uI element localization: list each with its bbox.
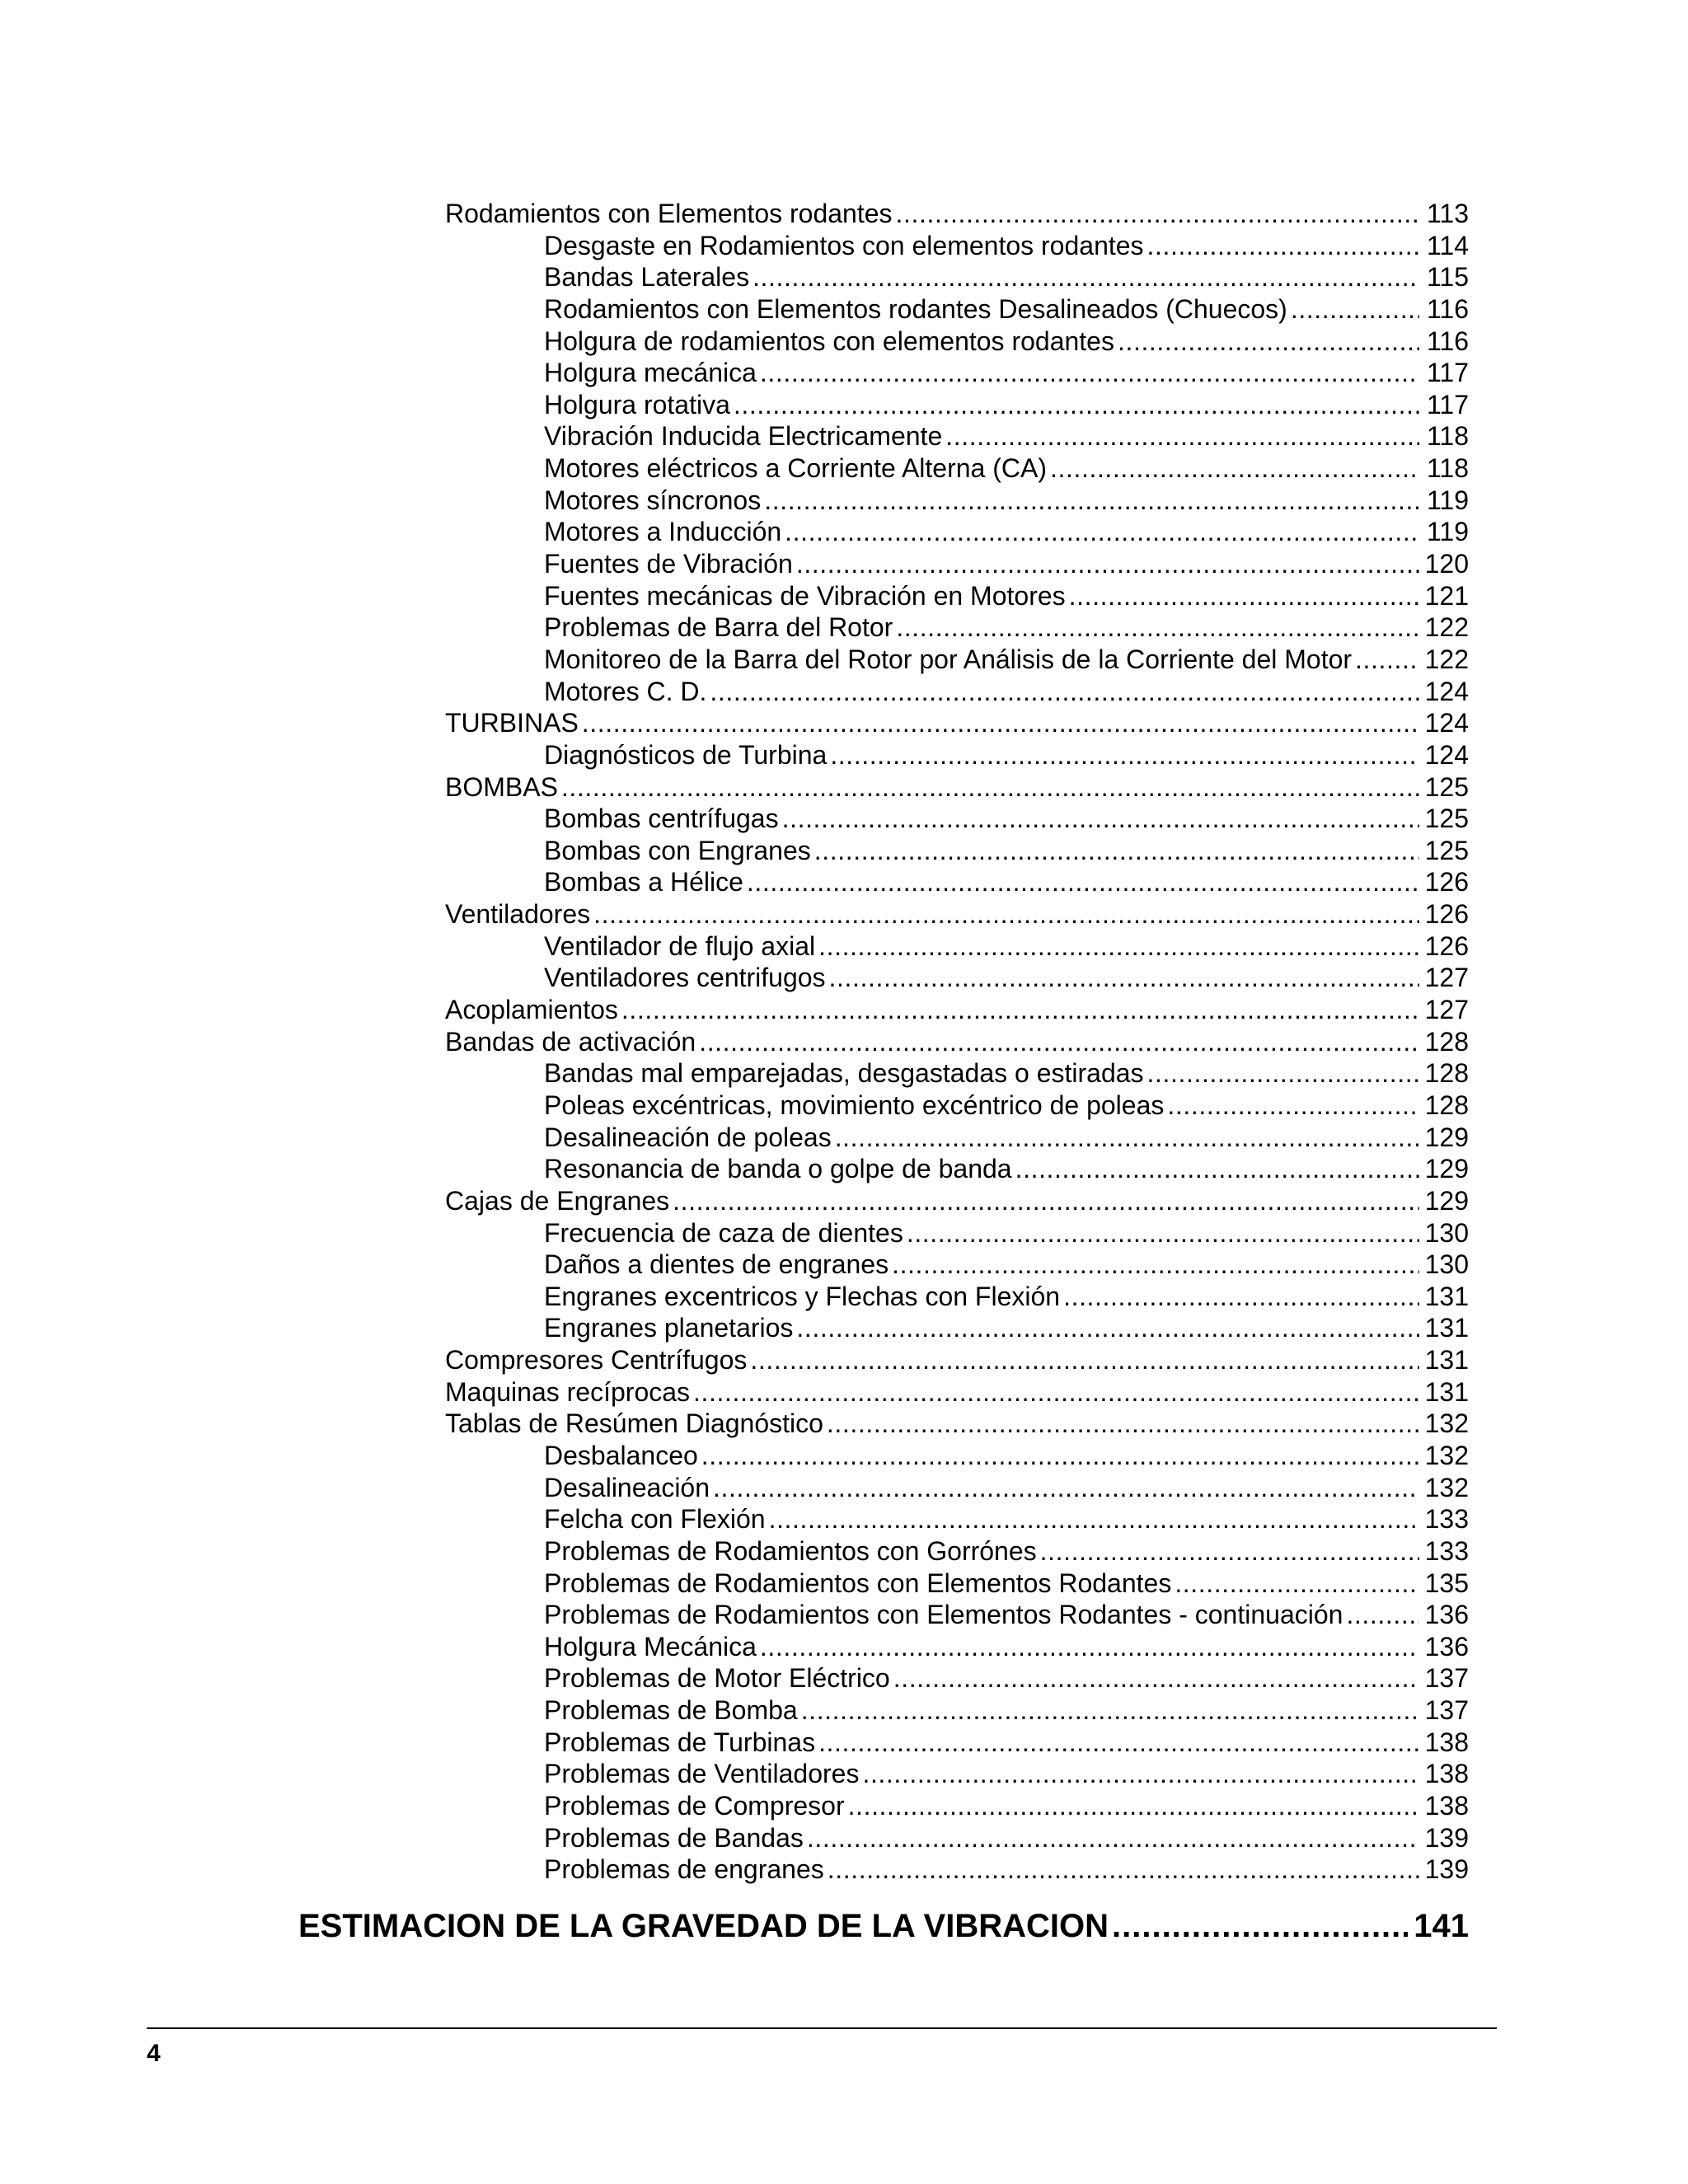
- toc-dot-leader: [1291, 293, 1419, 326]
- toc-entry-title: Motores eléctricos a Corriente Alterna (CA): [544, 453, 1047, 484]
- toc-dot-leader: [807, 1822, 1419, 1854]
- toc-entry-title: Diagnósticos de Turbina: [544, 739, 828, 770]
- toc-dot-leader: [896, 612, 1419, 644]
- toc-entry-subsection[interactable]: [445, 930, 1469, 963]
- toc-dot-leader: [699, 1026, 1419, 1058]
- toc-entry-page-number: 133: [1424, 1535, 1469, 1566]
- toc-entry-subsection[interactable]: [445, 1662, 1469, 1694]
- toc-entry-page-number: 130: [1424, 1249, 1469, 1280]
- toc-entry-title: Bandas mal emparejadas, desgastadas o estiradas: [544, 1058, 1144, 1089]
- toc-entry-title: Motores síncronos: [544, 485, 762, 515]
- toc-entry-title: Rodamientos con Elementos rodantes: [445, 199, 893, 228]
- toc-dot-leader: [1050, 452, 1419, 485]
- toc-entry-title: Problemas de Bandas: [544, 1822, 804, 1853]
- toc-entry-page-number: 121: [1424, 580, 1469, 611]
- toc-entry-section[interactable]: [445, 198, 1469, 230]
- toc-dot-leader: [907, 1217, 1419, 1249]
- toc-entry-page-number: 118: [1426, 453, 1469, 484]
- toc-entry-page-number: 130: [1424, 1217, 1469, 1248]
- toc-entry-page-number: 118: [1426, 421, 1469, 452]
- toc-entry-subsection[interactable]: [445, 1281, 1469, 1313]
- toc-entry-subsection[interactable]: [445, 1599, 1469, 1631]
- toc-dot-leader: [1167, 1090, 1419, 1122]
- toc-entry-page-number: 138: [1424, 1759, 1469, 1789]
- toc-dot-leader: [1175, 1568, 1419, 1600]
- toc-entry-page-number: 124: [1424, 676, 1469, 706]
- toc-entry-subsection[interactable]: [445, 1854, 1469, 1886]
- toc-entry-title: Motores C. D.: [544, 676, 707, 706]
- toc-entry-title: Bombas a Hélice: [544, 867, 743, 898]
- toc-chapter-title: ESTIMACION DE LA GRAVEDAD DE LA VIBRACION: [298, 1908, 1109, 1944]
- toc-entry-page-number: 137: [1424, 1663, 1469, 1694]
- toc-entry-title: Ventiladores centrifugos: [544, 963, 826, 993]
- toc-entry-subsection[interactable]: [445, 1568, 1469, 1600]
- toc-entry-title: Problemas de Rodamientos con Gorrónes: [544, 1535, 1037, 1566]
- toc-dot-leader: [753, 261, 1419, 293]
- toc-entry-title: Problemas de Bomba: [544, 1695, 798, 1726]
- toc-entry-subsection[interactable]: [445, 612, 1469, 644]
- toc-entry-section[interactable]: [445, 1185, 1469, 1217]
- toc-entry-subsection[interactable]: [445, 230, 1469, 262]
- toc-dot-leader: [1118, 326, 1419, 358]
- toc-entry-page-number: 122: [1424, 612, 1469, 643]
- toc-entry-page-number: 120: [1424, 549, 1469, 579]
- toc-entry-subsection[interactable]: [445, 1727, 1469, 1759]
- toc-dot-leader: [893, 1662, 1419, 1694]
- toc-entry-page-number: 139: [1424, 1854, 1469, 1885]
- toc-entry-section[interactable]: [445, 898, 1469, 930]
- toc-entry-section[interactable]: [445, 707, 1469, 739]
- toc-entry-subsection[interactable]: [445, 866, 1469, 898]
- toc-entry-page-number: 126: [1424, 930, 1469, 961]
- toc-entry-subsection[interactable]: [445, 1503, 1469, 1535]
- toc-entry-page-number: 117: [1426, 358, 1469, 388]
- toc-dot-leader: [1112, 1905, 1408, 1947]
- toc-entry-title: Ventiladores: [445, 899, 591, 930]
- toc-entry-subsection[interactable]: [445, 1694, 1469, 1727]
- toc-entry-subsection[interactable]: [445, 803, 1469, 835]
- toc-dot-leader: [561, 771, 1419, 804]
- toc-entry-page-number: 136: [1424, 1631, 1469, 1661]
- toc-entry-title: Holgura rotativa: [544, 389, 730, 419]
- toc-entry-page-number: 125: [1424, 804, 1469, 834]
- toc-entry-subsection[interactable]: [445, 1090, 1469, 1122]
- toc-entry-subsection[interactable]: [445, 580, 1469, 612]
- toc-entry-page-number: 127: [1424, 963, 1469, 993]
- toc-entry-title: Problemas de Motor Eléctrico: [544, 1663, 890, 1694]
- toc-dot-leader: [1040, 1535, 1419, 1568]
- toc-dot-leader: [747, 866, 1419, 898]
- toc-entry-page-number: 113: [1426, 199, 1469, 228]
- toc-entry-title: TURBINAS: [445, 708, 579, 738]
- toc-entry-subsection[interactable]: [445, 516, 1469, 548]
- toc-entry-page-number: 128: [1424, 1026, 1469, 1057]
- toc-entry-title: BOMBAS: [445, 771, 558, 802]
- toc-entry-section[interactable]: [445, 1344, 1469, 1376]
- toc-dot-leader: [1346, 1599, 1419, 1631]
- toc-dot-leader: [760, 357, 1419, 389]
- toc-dot-leader: [1147, 230, 1419, 262]
- toc-entry-subsection[interactable]: [445, 1122, 1469, 1154]
- toc-entry-title: Frecuencia de caza de dientes: [544, 1217, 903, 1248]
- toc-dot-leader: [713, 1472, 1419, 1504]
- toc-entry-page-number: 119: [1426, 517, 1469, 547]
- toc-dot-leader: [1147, 1057, 1419, 1090]
- toc-dot-leader: [818, 930, 1419, 963]
- toc-entry-section[interactable]: [445, 771, 1469, 804]
- toc-entry-title: Ventilador de flujo axial: [544, 930, 816, 961]
- toc-entry-page-number: 127: [1424, 995, 1469, 1025]
- toc-entry-page-number: 128: [1424, 1058, 1469, 1089]
- toc-entry-title: Fuentes de Vibración: [544, 549, 793, 579]
- toc-entry-page-number: 132: [1424, 1472, 1469, 1502]
- toc-entry-title: Tablas de Resúmen Diagnóstico: [445, 1408, 823, 1439]
- toc-entry-subsection[interactable]: [445, 739, 1469, 771]
- toc-entry-page-number: 116: [1426, 326, 1469, 356]
- toc-entry-page-number: 131: [1424, 1281, 1469, 1311]
- toc-entry-title: Compresores Centrífugos: [445, 1345, 748, 1376]
- toc-entry-page-number: 116: [1426, 293, 1469, 324]
- toc-entry-title: Problemas de Barra del Rotor: [544, 612, 893, 643]
- toc-entry-title: Bandas de activación: [445, 1026, 696, 1057]
- toc-entry-title: Acoplamientos: [445, 995, 618, 1025]
- toc-dot-leader: [896, 198, 1419, 230]
- toc-dot-leader: [835, 1122, 1419, 1154]
- toc-entry-title: Problemas de Ventiladores: [544, 1759, 860, 1789]
- toc-entry-title: Desalineación: [544, 1472, 710, 1502]
- toc-dot-leader: [673, 1185, 1419, 1217]
- toc-entry-section[interactable]: [445, 1026, 1469, 1058]
- table-of-contents: [445, 198, 1469, 1886]
- toc-entry-page-number: 125: [1424, 771, 1469, 802]
- toc-entry-title: Fuentes mecánicas de Vibración en Motores: [544, 580, 1066, 611]
- toc-entry-subsection[interactable]: [445, 452, 1469, 485]
- toc-dot-leader: [621, 994, 1419, 1026]
- toc-entry-subsection[interactable]: [445, 1153, 1469, 1185]
- toc-entry-title: Bombas con Engranes: [544, 835, 811, 865]
- toc-entry-subsection[interactable]: [445, 644, 1469, 676]
- toc-dot-leader: [582, 707, 1419, 739]
- toc-dot-leader: [1063, 1281, 1419, 1313]
- toc-dot-leader: [693, 1376, 1419, 1408]
- toc-entry-page-number: 129: [1424, 1122, 1469, 1152]
- toc-dot-leader: [760, 1631, 1419, 1663]
- toc-dot-leader: [1015, 1153, 1419, 1185]
- toc-entry-subsection[interactable]: [445, 1472, 1469, 1504]
- toc-chapter-entry[interactable]: [298, 1905, 1469, 1947]
- toc-entry-subsection[interactable]: [445, 485, 1469, 517]
- toc-dot-leader: [710, 676, 1419, 708]
- toc-entry-page-number: 138: [1424, 1791, 1469, 1821]
- toc-chapter-page-number: 141: [1414, 1908, 1469, 1944]
- toc-entry-page-number: 119: [1426, 485, 1469, 515]
- toc-entry-page-number: 136: [1424, 1600, 1469, 1630]
- toc-entry-page-number: 124: [1424, 739, 1469, 770]
- toc-dot-leader: [801, 1694, 1419, 1727]
- toc-dot-leader: [769, 1503, 1419, 1535]
- toc-entry-title: Problemas de Rodamientos con Elementos Rodantes: [544, 1568, 1172, 1598]
- toc-dot-leader: [945, 420, 1419, 452]
- toc-entry-title: Problemas de Compresor: [544, 1791, 845, 1821]
- toc-dot-leader: [1069, 580, 1419, 612]
- toc-dot-leader: [701, 1440, 1419, 1472]
- toc-entry-title: Poleas excéntricas, movimiento excéntrico de poleas: [544, 1090, 1165, 1120]
- toc-entry-title: Engranes planetarios: [544, 1313, 794, 1343]
- toc-entry-page-number: 122: [1424, 644, 1469, 674]
- toc-entry-page-number: 137: [1424, 1695, 1469, 1726]
- toc-dot-leader: [848, 1790, 1419, 1822]
- toc-dot-leader: [796, 548, 1419, 580]
- toc-entry-page-number: 131: [1424, 1345, 1469, 1376]
- toc-entry-title: Bombas centrífugas: [544, 804, 779, 834]
- toc-entry-page-number: 131: [1424, 1376, 1469, 1407]
- toc-entry-title: Daños a dientes de engranes: [544, 1249, 889, 1280]
- toc-dot-leader: [862, 1758, 1419, 1790]
- toc-entry-title: Desbalanceo: [544, 1440, 698, 1470]
- toc-entry-subsection[interactable]: [445, 1822, 1469, 1854]
- toc-entry-title: Problemas de engranes: [544, 1854, 824, 1885]
- toc-entry-subsection[interactable]: [445, 261, 1469, 293]
- toc-entry-page-number: 124: [1424, 708, 1469, 738]
- toc-entry-page-number: 132: [1424, 1440, 1469, 1470]
- toc-entry-subsection[interactable]: [445, 389, 1469, 421]
- footer-divider: [147, 2027, 1497, 2029]
- toc-entry-page-number: 132: [1424, 1408, 1469, 1439]
- toc-dot-leader: [818, 1727, 1419, 1759]
- toc-entry-subsection[interactable]: [445, 293, 1469, 326]
- toc-entry-subsection[interactable]: [445, 357, 1469, 389]
- toc-dot-leader: [764, 485, 1419, 517]
- toc-entry-page-number: 129: [1424, 1154, 1469, 1184]
- toc-entry-subsection[interactable]: [445, 962, 1469, 994]
- toc-dot-leader: [785, 516, 1419, 548]
- toc-entry-subsection[interactable]: [445, 1631, 1469, 1663]
- page-number: 4: [147, 2040, 161, 2067]
- toc-entry-title: Maquinas recíprocas: [445, 1376, 691, 1407]
- toc-entry-subsection[interactable]: [445, 1790, 1469, 1822]
- toc-dot-leader: [593, 898, 1419, 930]
- toc-entry-subsection[interactable]: [445, 1758, 1469, 1790]
- toc-entry-title: Problemas de Rodamientos con Elementos Rodantes - continuación: [544, 1600, 1343, 1630]
- toc-entry-title: Problemas de Turbinas: [544, 1727, 816, 1757]
- toc-entry-title: Monitoreo de la Barra del Rotor por Análisis de la Corriente del Motor: [544, 644, 1353, 674]
- toc-entry-title: Desalineación de poleas: [544, 1122, 832, 1152]
- toc-entry-page-number: 131: [1424, 1313, 1469, 1343]
- toc-entry-subsection[interactable]: [445, 1312, 1469, 1344]
- toc-entry-subsection[interactable]: [445, 1535, 1469, 1568]
- toc-entry-title: Vibración Inducida Electricamente: [544, 421, 943, 452]
- toc-dot-leader: [796, 1312, 1419, 1344]
- toc-entry-title: Holgura de rodamientos con elementos rodantes: [544, 326, 1114, 356]
- toc-entry-subsection[interactable]: [445, 548, 1469, 580]
- toc-entry-title: Resonancia de banda o golpe de banda: [544, 1154, 1012, 1184]
- toc-entry-subsection[interactable]: [445, 326, 1469, 358]
- toc-dot-leader: [830, 739, 1419, 771]
- toc-entry-page-number: 126: [1424, 867, 1469, 898]
- toc-dot-leader: [782, 803, 1419, 835]
- toc-entry-title: Holgura mecánica: [544, 358, 757, 388]
- toc-entry-subsection[interactable]: [445, 1440, 1469, 1472]
- toc-entry-page-number: 125: [1424, 835, 1469, 865]
- toc-entry-subsection[interactable]: [445, 1217, 1469, 1249]
- toc-entry-page-number: 117: [1426, 389, 1469, 419]
- toc-entry-page-number: 139: [1424, 1822, 1469, 1853]
- toc-dot-leader: [829, 962, 1419, 994]
- toc-dot-leader: [827, 1408, 1419, 1440]
- toc-dot-leader: [892, 1249, 1419, 1281]
- toc-entry-title: Bandas Laterales: [544, 262, 750, 293]
- toc-dot-leader: [828, 1854, 1419, 1886]
- toc-entry-title: Engranes excentricos y Flechas con Flexión: [544, 1281, 1061, 1311]
- toc-entry-page-number: 128: [1424, 1090, 1469, 1120]
- toc-entry-subsection[interactable]: [445, 835, 1469, 867]
- toc-dot-leader: [814, 835, 1419, 867]
- toc-entry-title: Holgura Mecánica: [544, 1631, 757, 1661]
- toc-dot-leader: [750, 1344, 1419, 1376]
- toc-entry-title: Felcha con Flexión: [544, 1504, 766, 1535]
- toc-entry-page-number: 133: [1424, 1504, 1469, 1535]
- toc-entry-subsection[interactable]: [445, 420, 1469, 452]
- toc-entry-subsection[interactable]: [445, 1057, 1469, 1090]
- toc-entry-section[interactable]: [445, 1408, 1469, 1440]
- toc-entry-title: Cajas de Engranes: [445, 1185, 670, 1216]
- toc-entry-subsection[interactable]: [445, 676, 1469, 708]
- toc-entry-section[interactable]: [445, 1376, 1469, 1408]
- toc-entry-page-number: 114: [1426, 230, 1469, 260]
- toc-entry-page-number: 126: [1424, 899, 1469, 930]
- toc-entry-page-number: 129: [1424, 1185, 1469, 1216]
- toc-entry-section[interactable]: [445, 994, 1469, 1026]
- toc-entry-title: Rodamientos con Elementos rodantes Desalineados (Chuecos): [544, 293, 1287, 324]
- toc-entry-title: Desgaste en Rodamientos con elementos rodantes: [544, 230, 1144, 260]
- toc-dot-leader: [1355, 644, 1419, 676]
- toc-entry-page-number: 115: [1426, 262, 1469, 293]
- toc-entry-subsection[interactable]: [445, 1249, 1469, 1281]
- toc-entry-page-number: 135: [1424, 1568, 1469, 1598]
- toc-entry-page-number: 138: [1424, 1727, 1469, 1757]
- toc-dot-leader: [734, 389, 1419, 421]
- toc-entry-title: Motores a Inducción: [544, 517, 782, 547]
